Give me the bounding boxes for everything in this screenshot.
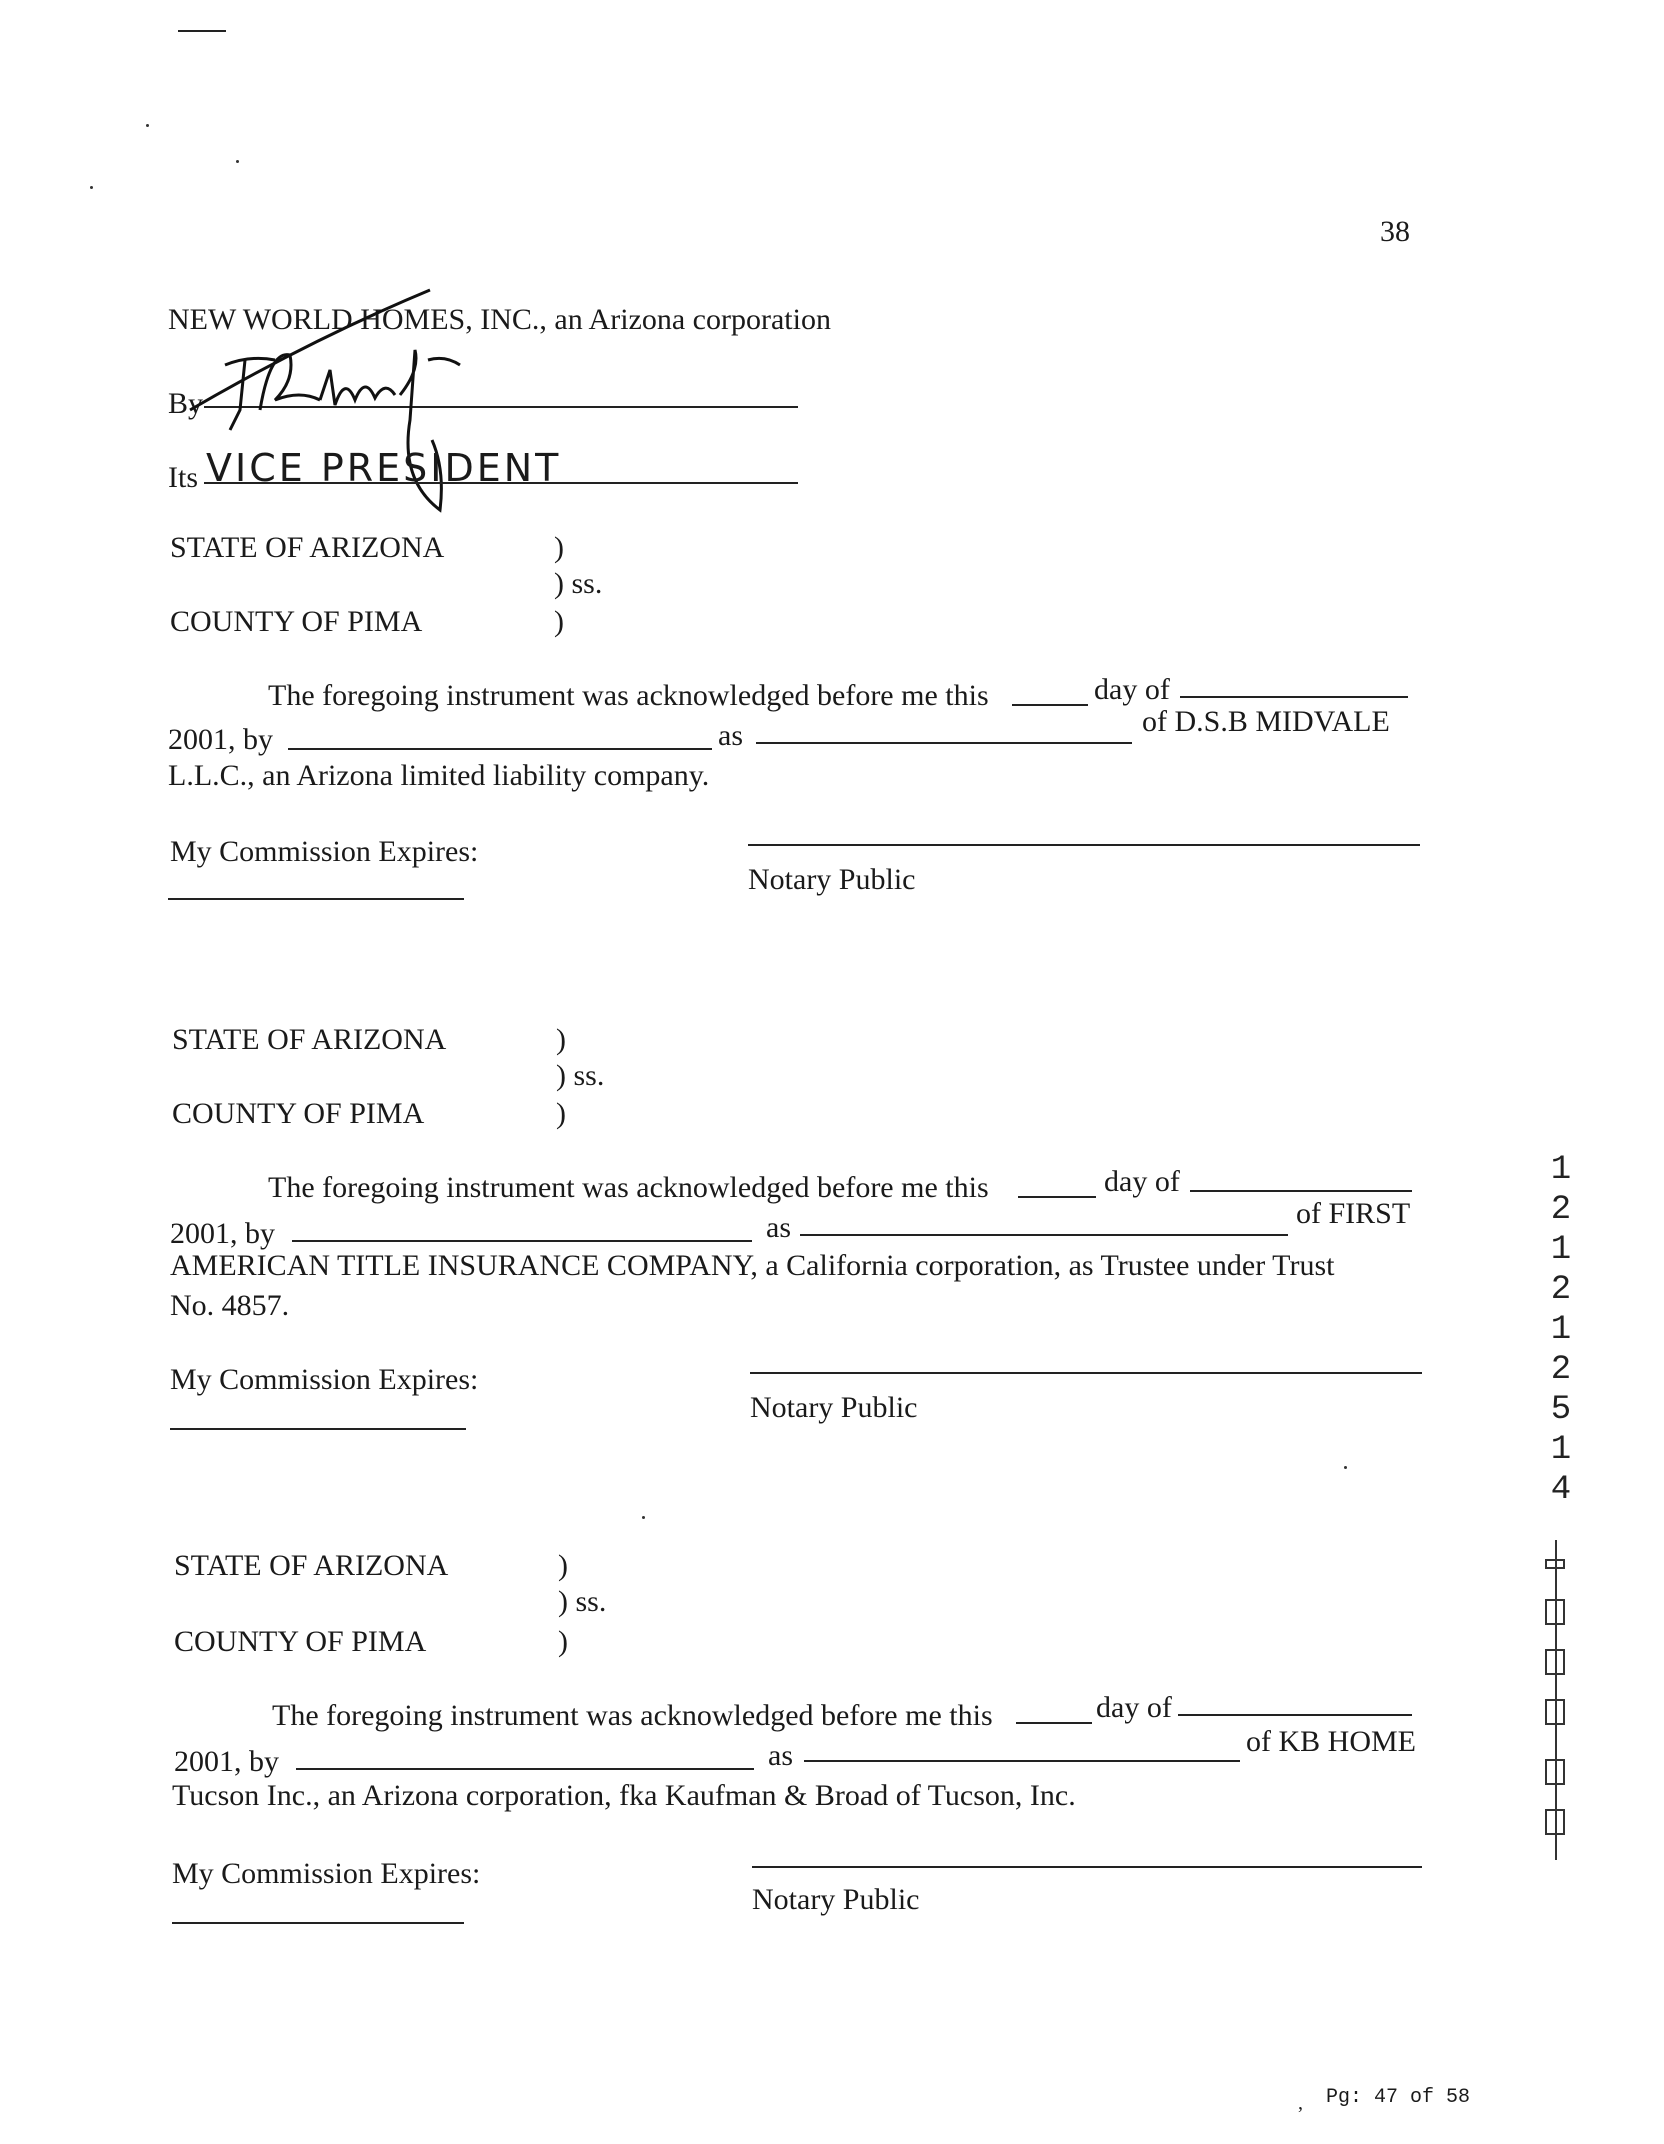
commission-blank: [172, 1922, 464, 1924]
notary-signature-line: [750, 1372, 1422, 1374]
entity-description: L.L.C., an Arizona limited liability company.: [168, 759, 710, 792]
county-label: COUNTY OF PIMA: [172, 1097, 425, 1130]
day-blank: [1018, 1196, 1096, 1198]
state-label: STATE OF ARIZONA: [170, 531, 445, 564]
title-handwritten: VICE PRESIDENT: [206, 446, 562, 490]
scan-speck: [642, 1516, 645, 1519]
notary-signature-line: [752, 1866, 1422, 1868]
scan-speck: [236, 160, 239, 163]
footer-page-count: Pg: 47 of 58: [1326, 2086, 1471, 2109]
commission-blank: [170, 1428, 466, 1430]
trust-number: No. 4857.: [170, 1289, 290, 1322]
venue-bracket: ): [554, 605, 564, 638]
day-of-label: day of: [1094, 673, 1170, 706]
name-blank: [292, 1240, 752, 1242]
title-blank: [804, 1760, 1240, 1762]
ss-label: ) ss.: [558, 1585, 607, 1618]
month-blank: [1190, 1190, 1412, 1192]
day-of-label: day of: [1104, 1165, 1180, 1198]
ss-label: ) ss.: [556, 1059, 605, 1092]
venue-bracket: ): [556, 1023, 566, 1056]
name-blank: [296, 1768, 754, 1770]
year-by-label: 2001, by: [168, 723, 273, 756]
scan-speck: [146, 124, 149, 127]
entity-start: of D.S.B MIDVALE: [1142, 705, 1390, 738]
entity-description: Tucson Inc., an Arizona corporation, fka Kaufman & Broad of Tucson, Inc.: [172, 1779, 1076, 1812]
ack-line-1-text: The foregoing instrument was acknowledged before me this: [268, 679, 989, 712]
page-number: 38: [1380, 215, 1410, 248]
notary-label: Notary Public: [752, 1883, 920, 1916]
title-blank: [756, 742, 1132, 744]
name-blank: [288, 748, 712, 750]
notary-label: Notary Public: [750, 1391, 918, 1424]
entity-start: of FIRST: [1296, 1197, 1411, 1230]
venue-bracket: ): [558, 1625, 568, 1658]
venue-bracket: ): [554, 531, 564, 564]
stamp-mark: [1536, 1540, 1576, 1860]
footer-comma-mark: ,: [1298, 2092, 1303, 2114]
day-blank: [1012, 704, 1088, 706]
county-label: COUNTY OF PIMA: [174, 1625, 427, 1658]
state-label: STATE OF ARIZONA: [172, 1023, 447, 1056]
day-blank: [1016, 1722, 1092, 1724]
county-label: COUNTY OF PIMA: [170, 605, 423, 638]
company-name: NEW WORLD HOMES, INC., an Arizona corporation: [168, 303, 831, 336]
by-label: By: [168, 387, 204, 420]
commission-label: My Commission Expires:: [172, 1857, 481, 1890]
venue-bracket: ): [558, 1549, 568, 1582]
month-blank: [1178, 1714, 1412, 1716]
ack-line-1-text: The foregoing instrument was acknowledged before me this: [272, 1699, 993, 1732]
commission-blank: [168, 898, 464, 900]
entity-description: AMERICAN TITLE INSURANCE COMPANY, a California corporation, as Trustee under Trust: [170, 1249, 1335, 1282]
its-line: [204, 482, 798, 484]
scan-speck: [1344, 1466, 1347, 1469]
notary-label: Notary Public: [748, 863, 916, 896]
notary-signature-line: [748, 844, 1420, 846]
year-by-label: 2001, by: [174, 1745, 279, 1778]
title-blank: [800, 1234, 1288, 1236]
scan-mark: [178, 30, 226, 32]
state-label: STATE OF ARIZONA: [174, 1549, 449, 1582]
ack-line-1-text: The foregoing instrument was acknowledged before me this: [268, 1171, 989, 1204]
commission-label: My Commission Expires:: [170, 1363, 479, 1396]
day-of-label: day of: [1096, 1691, 1172, 1724]
as-label: as: [766, 1211, 791, 1244]
year-by-label: 2001, by: [170, 1217, 275, 1250]
entity-start: of KB HOME: [1246, 1725, 1416, 1758]
as-label: as: [768, 1739, 793, 1772]
month-blank: [1180, 696, 1408, 698]
scan-speck: [90, 186, 93, 189]
commission-label: My Commission Expires:: [170, 835, 479, 868]
its-label: Its: [168, 461, 198, 494]
ss-label: ) ss.: [554, 567, 603, 600]
as-label: as: [718, 719, 743, 752]
handwritten-signature: [170, 280, 530, 540]
venue-bracket: ): [556, 1097, 566, 1130]
recording-number-vertical: 12121 2514: [1550, 1151, 1572, 1509]
